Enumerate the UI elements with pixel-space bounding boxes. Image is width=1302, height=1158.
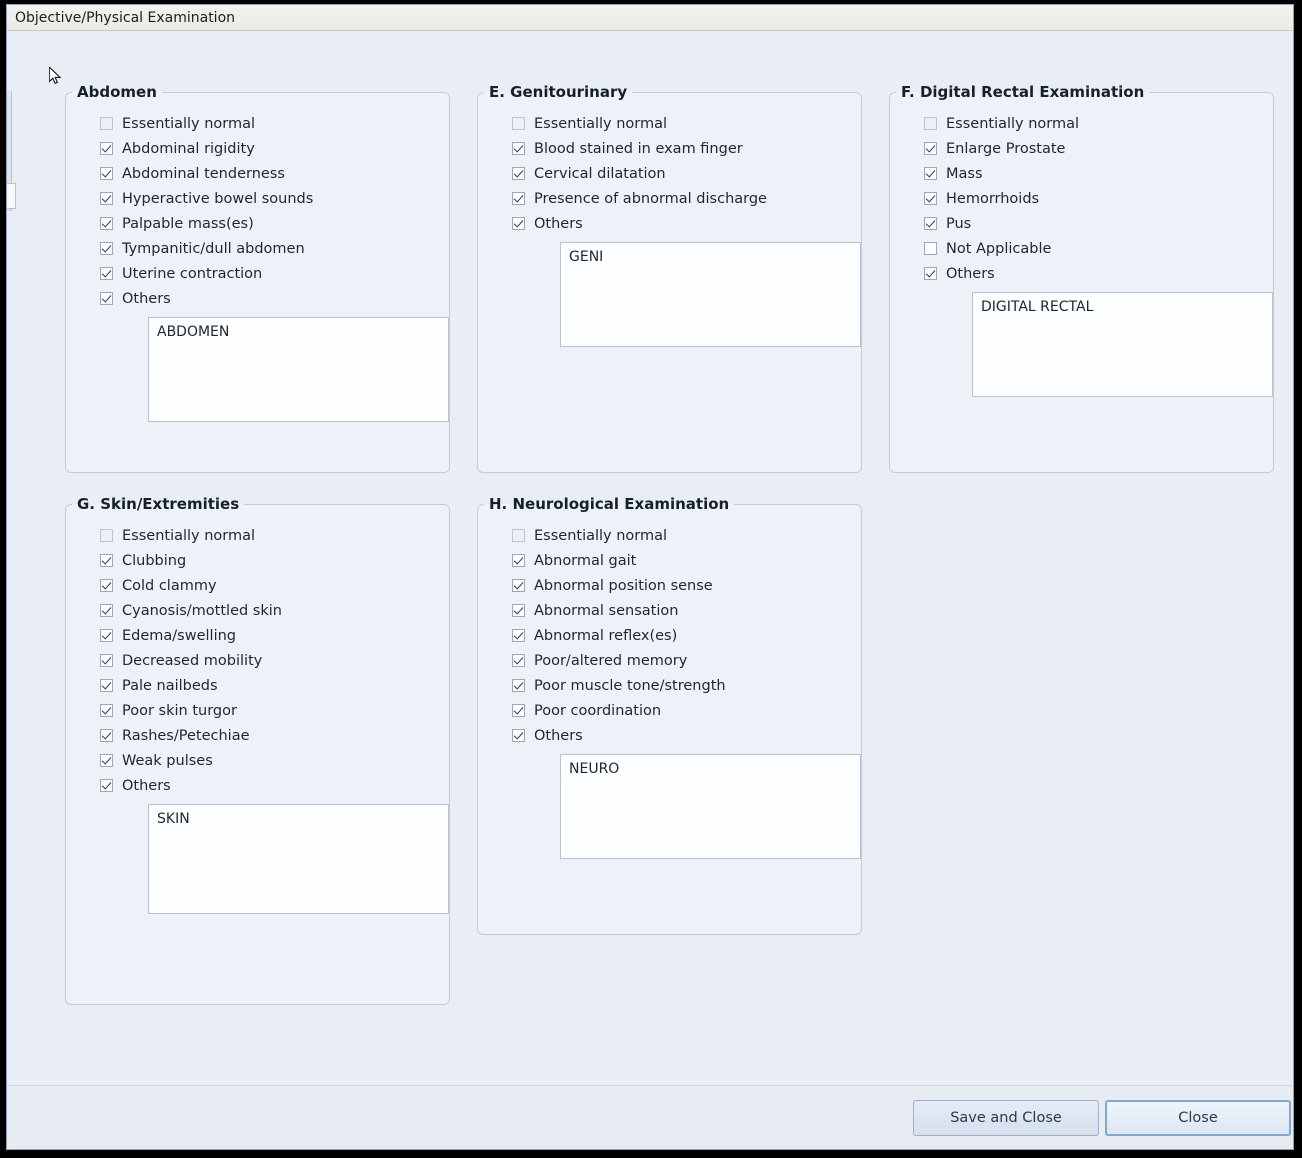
checkbox-label: Essentially normal <box>946 115 1080 132</box>
checkbox-row[interactable] <box>512 598 861 623</box>
checkbox-icon[interactable] <box>100 654 113 667</box>
checkbox-label: Decreased mobility <box>122 652 263 669</box>
checkbox-label: Not Applicable <box>946 240 1052 257</box>
checkbox-row[interactable] <box>512 523 861 548</box>
checkbox-icon[interactable] <box>100 679 113 692</box>
checkbox-label: Abnormal gait <box>534 552 637 569</box>
checkbox-icon[interactable] <box>100 267 113 280</box>
checkbox-label: Rashes/Petechiae <box>122 727 250 744</box>
checkbox-icon[interactable] <box>512 142 525 155</box>
checkbox-row[interactable] <box>512 698 861 723</box>
checkbox-label: Hemorrhoids <box>946 190 1040 207</box>
group-skin-extremities-items <box>66 513 449 914</box>
checkbox-icon[interactable] <box>100 192 113 205</box>
group-abdomen-title: Abdomen <box>77 83 157 101</box>
checkbox-row[interactable] <box>100 698 449 723</box>
checkbox-row[interactable] <box>924 261 1273 286</box>
checkbox-label: Others <box>122 777 171 794</box>
group-digital-rectal-items <box>890 101 1273 397</box>
checkbox-label: Tympanitic/dull abdomen <box>122 240 305 257</box>
checkbox-row[interactable] <box>924 211 1273 236</box>
checkbox-icon[interactable] <box>512 679 525 692</box>
checkbox-row[interactable] <box>512 623 861 648</box>
checkbox-label: Pus <box>946 215 972 232</box>
checkbox-icon[interactable] <box>512 554 525 567</box>
checkbox-icon[interactable] <box>100 704 113 717</box>
checkbox-icon[interactable] <box>924 192 937 205</box>
window-title: Objective/Physical Examination <box>15 9 236 26</box>
checkbox-row[interactable] <box>100 136 449 161</box>
checkbox-row[interactable] <box>512 186 861 211</box>
checkbox-label: Uterine contraction <box>122 265 263 282</box>
checkbox-label: Abnormal sensation <box>534 602 679 619</box>
checkbox-row[interactable] <box>512 723 861 748</box>
checkbox-label: Cold clammy <box>122 577 217 594</box>
checkbox-icon[interactable] <box>924 267 937 280</box>
checkbox-row[interactable] <box>924 136 1273 161</box>
checkbox-label: Cervical dilatation <box>534 165 666 182</box>
checkbox-label: Enlarge Prostate <box>946 140 1066 157</box>
checkbox-row[interactable] <box>512 111 861 136</box>
checkbox-label: Others <box>534 215 583 232</box>
checkbox-label: Abnormal reflex(es) <box>534 627 678 644</box>
checkbox-label: Essentially normal <box>534 527 668 544</box>
checkbox-label: Edema/swelling <box>122 627 236 644</box>
checkbox-label: Blood stained in exam finger <box>534 140 743 157</box>
checkbox-icon[interactable] <box>512 654 525 667</box>
checkbox-icon[interactable] <box>512 579 525 592</box>
checkbox-row[interactable] <box>512 161 861 186</box>
checkbox-icon[interactable] <box>512 529 525 542</box>
group-digital-rectal-examination <box>889 83 1274 473</box>
group-neurological-items <box>478 513 861 859</box>
window-titlebar <box>7 5 1293 31</box>
checkbox-icon[interactable] <box>512 629 525 642</box>
checkbox-row[interactable] <box>100 673 449 698</box>
checkbox-row[interactable] <box>100 523 449 548</box>
checkbox-label: Abdominal rigidity <box>122 140 255 157</box>
checkbox-label: Presence of abnormal discharge <box>534 190 767 207</box>
group-genitourinary-title: E. Genitourinary <box>489 83 628 101</box>
checkbox-icon[interactable] <box>100 554 113 567</box>
group-genitourinary <box>477 83 862 473</box>
mouse-cursor-icon <box>49 67 63 85</box>
checkbox-row[interactable] <box>512 211 861 236</box>
checkbox-icon[interactable] <box>100 242 113 255</box>
checkbox-row[interactable] <box>100 261 449 286</box>
checkbox-icon[interactable] <box>100 629 113 642</box>
group-abdomen-items <box>66 101 449 422</box>
genitourinary-notes-textarea[interactable] <box>560 242 861 347</box>
checkbox-row[interactable] <box>100 211 449 236</box>
checkbox-icon[interactable] <box>100 529 113 542</box>
digital-rectal-notes-textarea[interactable] <box>972 292 1273 397</box>
checkbox-icon[interactable] <box>100 142 113 155</box>
checkbox-label: Mass <box>946 165 983 182</box>
checkbox-icon[interactable] <box>512 704 525 717</box>
abdomen-notes-textarea[interactable] <box>148 317 449 422</box>
checkbox-label: Weak pulses <box>122 752 213 769</box>
checkbox-row[interactable] <box>100 236 449 261</box>
checkbox-icon[interactable] <box>100 117 113 130</box>
checkbox-row[interactable] <box>100 573 449 598</box>
neurological-notes-textarea[interactable] <box>560 754 861 859</box>
checkbox-label: Others <box>946 265 995 282</box>
checkbox-row[interactable] <box>100 623 449 648</box>
checkbox-icon[interactable] <box>100 754 113 767</box>
checkbox-row[interactable] <box>100 648 449 673</box>
checkbox-row[interactable] <box>924 111 1273 136</box>
checkbox-icon[interactable] <box>100 217 113 230</box>
checkbox-icon[interactable] <box>100 292 113 305</box>
checkbox-icon[interactable] <box>512 604 525 617</box>
checkbox-row[interactable] <box>100 773 449 798</box>
checkbox-icon[interactable] <box>100 604 113 617</box>
checkbox-row[interactable] <box>924 186 1273 211</box>
checkbox-label: Essentially normal <box>534 115 668 132</box>
checkbox-row[interactable] <box>100 548 449 573</box>
checkbox-row[interactable] <box>100 111 449 136</box>
checkbox-row[interactable] <box>512 548 861 573</box>
checkbox-icon[interactable] <box>924 242 937 255</box>
checkbox-row[interactable] <box>100 723 449 748</box>
checkbox-icon[interactable] <box>100 167 113 180</box>
dialog-window <box>6 4 1294 1150</box>
checkbox-row[interactable] <box>512 136 861 161</box>
checkbox-icon[interactable] <box>100 779 113 792</box>
background-panel-tab <box>7 183 16 209</box>
checkbox-icon[interactable] <box>924 167 937 180</box>
checkbox-row[interactable] <box>100 186 449 211</box>
checkbox-icon[interactable] <box>512 167 525 180</box>
dialog-content <box>7 31 1293 1085</box>
group-genitourinary-items <box>478 101 861 347</box>
checkbox-icon[interactable] <box>512 192 525 205</box>
checkbox-row[interactable] <box>512 573 861 598</box>
checkbox-row[interactable] <box>924 161 1273 186</box>
checkbox-row[interactable] <box>100 598 449 623</box>
dialog-footer <box>7 1085 1293 1149</box>
group-neurological-title: H. Neurological Examination <box>489 495 730 513</box>
checkbox-icon[interactable] <box>924 142 937 155</box>
group-skin-extremities-title: G. Skin/Extremities <box>77 495 240 513</box>
checkbox-icon[interactable] <box>924 217 937 230</box>
save-and-close-button[interactable]: Save and Close <box>913 1100 1099 1136</box>
checkbox-row[interactable] <box>924 236 1273 261</box>
checkbox-label: Clubbing <box>122 552 187 569</box>
checkbox-label: Others <box>534 727 583 744</box>
group-digital-rectal-title: F. Digital Rectal Examination <box>901 83 1145 101</box>
checkbox-icon[interactable] <box>100 729 113 742</box>
checkbox-icon[interactable] <box>100 579 113 592</box>
checkbox-label: Hyperactive bowel sounds <box>122 190 314 207</box>
checkbox-label: Poor skin turgor <box>122 702 237 719</box>
checkbox-icon[interactable] <box>924 117 937 130</box>
group-skin-extremities <box>65 495 450 1005</box>
checkbox-row[interactable] <box>100 748 449 773</box>
checkbox-icon[interactable] <box>512 117 525 130</box>
group-neurological-examination <box>477 495 862 935</box>
checkbox-row[interactable] <box>512 673 861 698</box>
checkbox-label: Abnormal position sense <box>534 577 713 594</box>
checkbox-label: Others <box>122 290 171 307</box>
checkbox-label: Poor coordination <box>534 702 662 719</box>
checkbox-label: Pale nailbeds <box>122 677 218 694</box>
checkbox-row[interactable] <box>512 648 861 673</box>
close-button[interactable]: Close <box>1105 1100 1291 1136</box>
checkbox-label: Essentially normal <box>122 115 256 132</box>
skin-notes-textarea[interactable] <box>148 804 449 914</box>
checkbox-row[interactable] <box>100 286 449 311</box>
checkbox-label: Cyanosis/mottled skin <box>122 602 282 619</box>
checkbox-label: Poor/altered memory <box>534 652 688 669</box>
group-abdomen <box>65 83 450 473</box>
checkbox-label: Poor muscle tone/strength <box>534 677 726 694</box>
checkbox-row[interactable] <box>100 161 449 186</box>
checkbox-label: Abdominal tenderness <box>122 165 285 182</box>
checkbox-icon[interactable] <box>512 729 525 742</box>
checkbox-icon[interactable] <box>512 217 525 230</box>
checkbox-label: Palpable mass(es) <box>122 215 254 232</box>
checkbox-label: Essentially normal <box>122 527 256 544</box>
